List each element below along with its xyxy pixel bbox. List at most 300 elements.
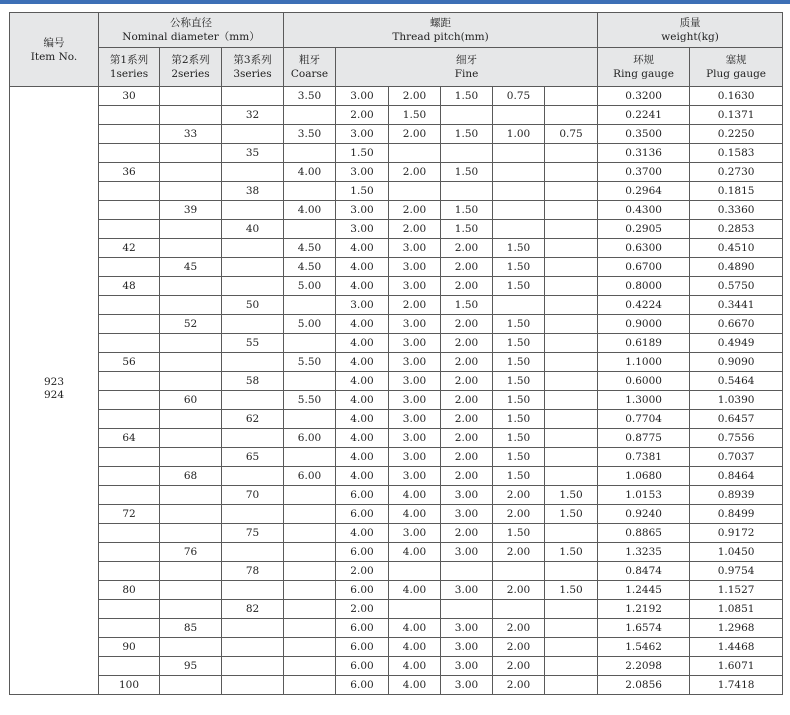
series-1-cell: 100 xyxy=(99,676,160,695)
series-2-cell xyxy=(160,372,222,391)
series-2-cell xyxy=(160,410,222,429)
coarse-pitch-cell xyxy=(284,220,336,239)
ring-gauge-weight-cell: 1.3000 xyxy=(598,391,690,410)
fine-pitch-cell: 2.00 xyxy=(336,600,389,619)
plug-gauge-weight-cell: 0.1630 xyxy=(690,87,783,106)
fine-pitch-cell xyxy=(545,353,598,372)
table-row xyxy=(10,486,783,505)
series-2-cell xyxy=(160,239,222,258)
series-3-cell: 70 xyxy=(222,486,284,505)
coarse-pitch-cell xyxy=(284,334,336,353)
series-3-cell: 65 xyxy=(222,448,284,467)
series-2-cell xyxy=(160,220,222,239)
fine-pitch-cell xyxy=(493,182,545,201)
fine-pitch-cell xyxy=(545,638,598,657)
coarse-pitch-cell xyxy=(284,562,336,581)
fine-pitch-cell: 2.00 xyxy=(336,106,389,125)
plug-gauge-weight-cell: 0.6670 xyxy=(690,315,783,334)
fine-pitch-cell: 6.00 xyxy=(336,581,389,600)
series-3-cell xyxy=(222,391,284,410)
fine-pitch-cell: 6.00 xyxy=(336,638,389,657)
fine-pitch-cell xyxy=(545,429,598,448)
series-3-cell xyxy=(222,543,284,562)
coarse-pitch-cell xyxy=(284,581,336,600)
table-row xyxy=(10,372,783,391)
ring-gauge-weight-cell: 0.6700 xyxy=(598,258,690,277)
table-row xyxy=(10,353,783,372)
series-3-cell: 58 xyxy=(222,372,284,391)
series-1-cell xyxy=(99,315,160,334)
series-1-cell xyxy=(99,543,160,562)
series-2-cell xyxy=(160,163,222,182)
fine-pitch-cell xyxy=(545,467,598,486)
series-1-cell: 72 xyxy=(99,505,160,524)
series-2-cell: 60 xyxy=(160,391,222,410)
ring-gauge-weight-cell: 1.3235 xyxy=(598,543,690,562)
plug-gauge-weight-cell: 0.2853 xyxy=(690,220,783,239)
series-3-cell xyxy=(222,429,284,448)
fine-pitch-cell: 2.00 xyxy=(441,315,493,334)
table-row xyxy=(10,410,783,429)
fine-pitch-cell: 3.00 xyxy=(389,239,441,258)
ring-gauge-weight-cell: 0.4224 xyxy=(598,296,690,315)
fine-pitch-cell xyxy=(441,600,493,619)
fine-pitch-cell xyxy=(545,296,598,315)
fine-pitch-cell: 2.00 xyxy=(389,125,441,144)
ring-gauge-weight-cell: 0.7381 xyxy=(598,448,690,467)
fine-pitch-cell: 3.00 xyxy=(336,87,389,106)
fine-pitch-cell xyxy=(441,182,493,201)
item-no-cell xyxy=(10,87,99,695)
fine-pitch-cell: 3.00 xyxy=(389,372,441,391)
series-1-cell xyxy=(99,144,160,163)
ring-gauge-weight-cell: 1.6574 xyxy=(598,619,690,638)
fine-pitch-cell: 4.00 xyxy=(336,391,389,410)
plug-gauge-weight-cell: 1.0390 xyxy=(690,391,783,410)
ring-gauge-weight-cell: 1.2192 xyxy=(598,600,690,619)
fine-pitch-cell: 2.00 xyxy=(441,410,493,429)
fine-pitch-cell: 3.00 xyxy=(389,429,441,448)
fine-pitch-cell: 1.50 xyxy=(493,258,545,277)
table-row xyxy=(10,334,783,353)
series-1-cell xyxy=(99,657,160,676)
series-3-cell: 35 xyxy=(222,144,284,163)
fine-pitch-cell: 4.00 xyxy=(336,277,389,296)
plug-gauge-header: 塞规 Plug gauge xyxy=(690,48,783,87)
series-1-cell xyxy=(99,524,160,543)
series-1-cell xyxy=(99,619,160,638)
series-1-header: 第1系列 1series xyxy=(99,48,160,87)
series-3-cell xyxy=(222,505,284,524)
fine-pitch-cell xyxy=(441,106,493,125)
fine-pitch-cell: 6.00 xyxy=(336,486,389,505)
fine-pitch-cell: 3.00 xyxy=(336,163,389,182)
coarse-pitch-cell xyxy=(284,524,336,543)
plug-gauge-weight-cell: 1.1527 xyxy=(690,581,783,600)
series-3-cell xyxy=(222,581,284,600)
series-1-cell xyxy=(99,220,160,239)
fine-pitch-cell xyxy=(389,182,441,201)
series-1-cell xyxy=(99,562,160,581)
fine-pitch-cell: 1.50 xyxy=(493,391,545,410)
plug-gauge-weight-cell: 0.5750 xyxy=(690,277,783,296)
coarse-pitch-cell: 3.50 xyxy=(284,87,336,106)
fine-pitch-cell: 2.00 xyxy=(441,277,493,296)
series-3-cell xyxy=(222,638,284,657)
fine-pitch-cell: 2.00 xyxy=(389,163,441,182)
series-1-cell xyxy=(99,372,160,391)
plug-gauge-weight-cell: 0.9090 xyxy=(690,353,783,372)
series-2-cell xyxy=(160,562,222,581)
series-2-cell: 33 xyxy=(160,125,222,144)
series-3-cell: 82 xyxy=(222,600,284,619)
coarse-pitch-cell xyxy=(284,182,336,201)
fine-pitch-cell xyxy=(389,562,441,581)
fine-pitch-cell: 2.00 xyxy=(389,220,441,239)
ring-gauge-weight-cell: 0.6000 xyxy=(598,372,690,391)
series-2-cell xyxy=(160,486,222,505)
series-2-cell xyxy=(160,277,222,296)
fine-pitch-cell: 4.00 xyxy=(336,239,389,258)
fine-pitch-cell: 4.00 xyxy=(389,581,441,600)
series-2-cell xyxy=(160,87,222,106)
fine-pitch-cell: 4.00 xyxy=(336,448,389,467)
fine-pitch-cell: 6.00 xyxy=(336,676,389,695)
series-1-cell xyxy=(99,410,160,429)
fine-pitch-cell xyxy=(545,182,598,201)
series-2-cell xyxy=(160,106,222,125)
series-3-cell xyxy=(222,277,284,296)
fine-pitch-cell: 2.00 xyxy=(441,258,493,277)
series-3-cell xyxy=(222,239,284,258)
coarse-pitch-cell xyxy=(284,619,336,638)
fine-pitch-cell: 3.00 xyxy=(336,220,389,239)
ring-gauge-weight-cell: 0.3200 xyxy=(598,87,690,106)
ring-gauge-weight-cell: 0.9240 xyxy=(598,505,690,524)
series-2-cell xyxy=(160,448,222,467)
fine-pitch-cell: 6.00 xyxy=(336,543,389,562)
plug-gauge-weight-cell: 0.9172 xyxy=(690,524,783,543)
series-2-cell xyxy=(160,334,222,353)
fine-pitch-cell xyxy=(545,600,598,619)
fine-pitch-cell: 1.50 xyxy=(493,315,545,334)
fine-pitch-cell: 4.00 xyxy=(336,524,389,543)
series-3-cell xyxy=(222,619,284,638)
fine-pitch-cell xyxy=(545,258,598,277)
series-1-cell xyxy=(99,448,160,467)
series-2-cell xyxy=(160,182,222,201)
series-3-cell: 75 xyxy=(222,524,284,543)
fine-pitch-cell: 2.00 xyxy=(441,372,493,391)
series-3-cell xyxy=(222,87,284,106)
ring-gauge-weight-cell: 1.5462 xyxy=(598,638,690,657)
ring-gauge-weight-cell: 0.8775 xyxy=(598,429,690,448)
plug-gauge-weight-cell: 1.6071 xyxy=(690,657,783,676)
ring-gauge-weight-cell: 0.8865 xyxy=(598,524,690,543)
series-1-cell: 30 xyxy=(99,87,160,106)
plug-gauge-weight-cell: 0.7556 xyxy=(690,429,783,448)
item-no-value: 924 xyxy=(43,388,65,401)
coarse-pitch-cell xyxy=(284,296,336,315)
fine-pitch-cell: 1.50 xyxy=(336,144,389,163)
fine-pitch-cell xyxy=(389,600,441,619)
fine-pitch-cell xyxy=(441,144,493,163)
fine-pitch-cell: 3.00 xyxy=(336,201,389,220)
plug-gauge-weight-cell: 1.4468 xyxy=(690,638,783,657)
ring-gauge-weight-cell: 0.2241 xyxy=(598,106,690,125)
table-row xyxy=(10,315,783,334)
series-3-cell xyxy=(222,315,284,334)
fine-pitch-cell: 3.00 xyxy=(389,353,441,372)
fine-pitch-cell: 3.00 xyxy=(336,296,389,315)
plug-gauge-weight-cell: 0.4890 xyxy=(690,258,783,277)
fine-pitch-cell: 1.00 xyxy=(493,125,545,144)
plug-gauge-weight-cell: 0.3360 xyxy=(690,201,783,220)
fine-pitch-cell: 0.75 xyxy=(493,87,545,106)
fine-pitch-cell: 3.00 xyxy=(441,676,493,695)
table-row xyxy=(10,505,783,524)
fine-pitch-cell: 2.00 xyxy=(389,296,441,315)
coarse-pitch-cell: 4.50 xyxy=(284,239,336,258)
fine-pitch-cell xyxy=(493,296,545,315)
plug-gauge-weight-cell: 0.4510 xyxy=(690,239,783,258)
fine-pitch-cell: 4.00 xyxy=(336,429,389,448)
series-3-cell xyxy=(222,676,284,695)
fine-pitch-cell: 2.00 xyxy=(441,448,493,467)
series-2-cell xyxy=(160,505,222,524)
series-2-cell xyxy=(160,676,222,695)
fine-pitch-cell xyxy=(441,562,493,581)
series-2-cell xyxy=(160,581,222,600)
coarse-pitch-cell: 4.00 xyxy=(284,163,336,182)
fine-pitch-cell: 2.00 xyxy=(336,562,389,581)
fine-pitch-cell: 6.00 xyxy=(336,505,389,524)
table-row xyxy=(10,163,783,182)
series-3-cell xyxy=(222,163,284,182)
series-3-header: 第3系列 3series xyxy=(222,48,284,87)
item-no-value: 923 xyxy=(43,375,65,388)
fine-pitch-cell: 4.00 xyxy=(336,467,389,486)
series-2-cell: 76 xyxy=(160,543,222,562)
fine-pitch-cell: 1.50 xyxy=(441,220,493,239)
ring-gauge-weight-cell: 0.6300 xyxy=(598,239,690,258)
ring-gauge-weight-cell: 0.9000 xyxy=(598,315,690,334)
series-2-header: 第2系列 2series xyxy=(160,48,222,87)
fine-pitch-cell: 4.00 xyxy=(336,410,389,429)
fine-pitch-cell: 4.00 xyxy=(389,638,441,657)
series-1-cell: 48 xyxy=(99,277,160,296)
fine-pitch-cell: 1.50 xyxy=(493,277,545,296)
table-row xyxy=(10,600,783,619)
coarse-pitch-cell xyxy=(284,106,336,125)
fine-pitch-cell: 4.00 xyxy=(389,657,441,676)
fine-pitch-cell: 4.00 xyxy=(389,543,441,562)
fine-pitch-cell xyxy=(545,201,598,220)
series-3-cell xyxy=(222,657,284,676)
table-row xyxy=(10,144,783,163)
fine-pitch-cell: 4.00 xyxy=(336,372,389,391)
fine-pitch-cell: 2.00 xyxy=(441,524,493,543)
ring-gauge-weight-cell: 1.0680 xyxy=(598,467,690,486)
fine-pitch-cell: 3.00 xyxy=(441,619,493,638)
fine-pitch-cell xyxy=(493,220,545,239)
series-2-cell: 95 xyxy=(160,657,222,676)
fine-pitch-cell: 1.50 xyxy=(493,524,545,543)
fine-pitch-cell: 2.00 xyxy=(493,581,545,600)
fine-pitch-cell: 1.50 xyxy=(545,581,598,600)
fine-pitch-cell xyxy=(545,676,598,695)
top-accent-bar xyxy=(0,0,790,4)
coarse-pitch-cell xyxy=(284,372,336,391)
fine-header: 细牙 Fine xyxy=(336,48,598,87)
fine-pitch-cell: 2.00 xyxy=(493,676,545,695)
table-row xyxy=(10,277,783,296)
fine-pitch-cell xyxy=(545,410,598,429)
coarse-pitch-cell xyxy=(284,657,336,676)
fine-pitch-cell xyxy=(545,391,598,410)
series-2-cell xyxy=(160,524,222,543)
plug-gauge-weight-cell: 1.0450 xyxy=(690,543,783,562)
ring-gauge-weight-cell: 2.2098 xyxy=(598,657,690,676)
table-row xyxy=(10,676,783,695)
table-row xyxy=(10,467,783,486)
plug-gauge-weight-cell: 0.1371 xyxy=(690,106,783,125)
table-row xyxy=(10,201,783,220)
table-row xyxy=(10,543,783,562)
coarse-pitch-cell xyxy=(284,638,336,657)
fine-pitch-cell: 2.00 xyxy=(441,391,493,410)
ring-gauge-weight-cell: 2.0856 xyxy=(598,676,690,695)
fine-pitch-cell xyxy=(545,144,598,163)
ring-gauge-weight-cell: 1.1000 xyxy=(598,353,690,372)
series-1-cell: 42 xyxy=(99,239,160,258)
coarse-pitch-cell: 3.50 xyxy=(284,125,336,144)
table-row xyxy=(10,562,783,581)
series-2-cell: 85 xyxy=(160,619,222,638)
series-1-cell xyxy=(99,182,160,201)
fine-pitch-cell: 4.00 xyxy=(336,315,389,334)
fine-pitch-cell: 1.50 xyxy=(441,201,493,220)
series-2-cell: 39 xyxy=(160,201,222,220)
fine-pitch-cell: 1.50 xyxy=(441,163,493,182)
fine-pitch-cell xyxy=(545,619,598,638)
item-no-header: 编号 Item No. xyxy=(10,13,99,87)
series-1-cell xyxy=(99,125,160,144)
plug-gauge-weight-cell: 0.8464 xyxy=(690,467,783,486)
table-body xyxy=(10,87,783,695)
table-row xyxy=(10,657,783,676)
table-row xyxy=(10,106,783,125)
plug-gauge-weight-cell: 0.1583 xyxy=(690,144,783,163)
series-3-cell xyxy=(222,353,284,372)
fine-pitch-cell: 3.00 xyxy=(389,277,441,296)
ring-gauge-weight-cell: 0.8000 xyxy=(598,277,690,296)
fine-pitch-cell: 1.50 xyxy=(493,429,545,448)
fine-pitch-cell xyxy=(545,334,598,353)
fine-pitch-cell: 2.00 xyxy=(441,467,493,486)
fine-pitch-cell: 3.00 xyxy=(389,410,441,429)
series-3-cell xyxy=(222,467,284,486)
table-row xyxy=(10,638,783,657)
series-1-cell xyxy=(99,201,160,220)
fine-pitch-cell: 3.00 xyxy=(389,258,441,277)
table-row xyxy=(10,429,783,448)
series-3-cell: 55 xyxy=(222,334,284,353)
fine-pitch-cell: 4.00 xyxy=(336,258,389,277)
fine-pitch-cell: 1.50 xyxy=(336,182,389,201)
fine-pitch-cell: 3.00 xyxy=(441,638,493,657)
series-2-cell: 45 xyxy=(160,258,222,277)
plug-gauge-weight-cell: 0.1815 xyxy=(690,182,783,201)
fine-pitch-cell: 4.00 xyxy=(389,676,441,695)
fine-pitch-cell xyxy=(545,239,598,258)
series-2-cell xyxy=(160,429,222,448)
table-row xyxy=(10,258,783,277)
fine-pitch-cell xyxy=(493,163,545,182)
series-3-cell xyxy=(222,201,284,220)
fine-pitch-cell: 4.00 xyxy=(389,619,441,638)
series-2-cell xyxy=(160,638,222,657)
fine-pitch-cell: 3.00 xyxy=(389,334,441,353)
fine-pitch-cell: 2.00 xyxy=(493,657,545,676)
fine-pitch-cell xyxy=(493,144,545,163)
series-1-cell xyxy=(99,334,160,353)
table-row xyxy=(10,125,783,144)
ring-gauge-weight-cell: 0.7704 xyxy=(598,410,690,429)
fine-pitch-cell: 1.50 xyxy=(441,296,493,315)
fine-pitch-cell: 3.00 xyxy=(441,505,493,524)
series-2-cell xyxy=(160,600,222,619)
series-2-cell: 52 xyxy=(160,315,222,334)
fine-pitch-cell: 4.00 xyxy=(389,486,441,505)
fine-pitch-cell xyxy=(493,600,545,619)
fine-pitch-cell xyxy=(545,220,598,239)
fine-pitch-cell: 0.75 xyxy=(545,125,598,144)
table-row xyxy=(10,619,783,638)
fine-pitch-cell: 1.50 xyxy=(493,410,545,429)
plug-gauge-weight-cell: 0.7037 xyxy=(690,448,783,467)
series-3-cell: 38 xyxy=(222,182,284,201)
ring-gauge-weight-cell: 0.6189 xyxy=(598,334,690,353)
fine-pitch-cell: 2.00 xyxy=(493,619,545,638)
plug-gauge-weight-cell: 1.7418 xyxy=(690,676,783,695)
fine-pitch-cell: 1.50 xyxy=(493,353,545,372)
fine-pitch-cell xyxy=(545,163,598,182)
series-1-cell xyxy=(99,600,160,619)
plug-gauge-weight-cell: 1.0851 xyxy=(690,600,783,619)
series-2-cell xyxy=(160,296,222,315)
table-row xyxy=(10,296,783,315)
coarse-pitch-cell xyxy=(284,410,336,429)
coarse-header: 粗牙 Coarse xyxy=(284,48,336,87)
fine-pitch-cell: 1.50 xyxy=(493,372,545,391)
plug-gauge-weight-cell: 0.9754 xyxy=(690,562,783,581)
series-1-cell: 36 xyxy=(99,163,160,182)
series-1-cell xyxy=(99,467,160,486)
plug-gauge-weight-cell: 0.2730 xyxy=(690,163,783,182)
ring-gauge-weight-cell: 0.3700 xyxy=(598,163,690,182)
fine-pitch-cell: 4.00 xyxy=(336,334,389,353)
fine-pitch-cell: 1.50 xyxy=(545,543,598,562)
series-3-cell: 40 xyxy=(222,220,284,239)
fine-pitch-cell: 4.00 xyxy=(389,505,441,524)
weight-header: 质量 weight(kg) xyxy=(598,13,783,48)
coarse-pitch-cell: 6.00 xyxy=(284,429,336,448)
series-3-cell: 78 xyxy=(222,562,284,581)
table-row xyxy=(10,182,783,201)
coarse-pitch-cell: 4.50 xyxy=(284,258,336,277)
nominal-diameter-header: 公称直径 Nominal diameter（mm） xyxy=(99,13,284,48)
